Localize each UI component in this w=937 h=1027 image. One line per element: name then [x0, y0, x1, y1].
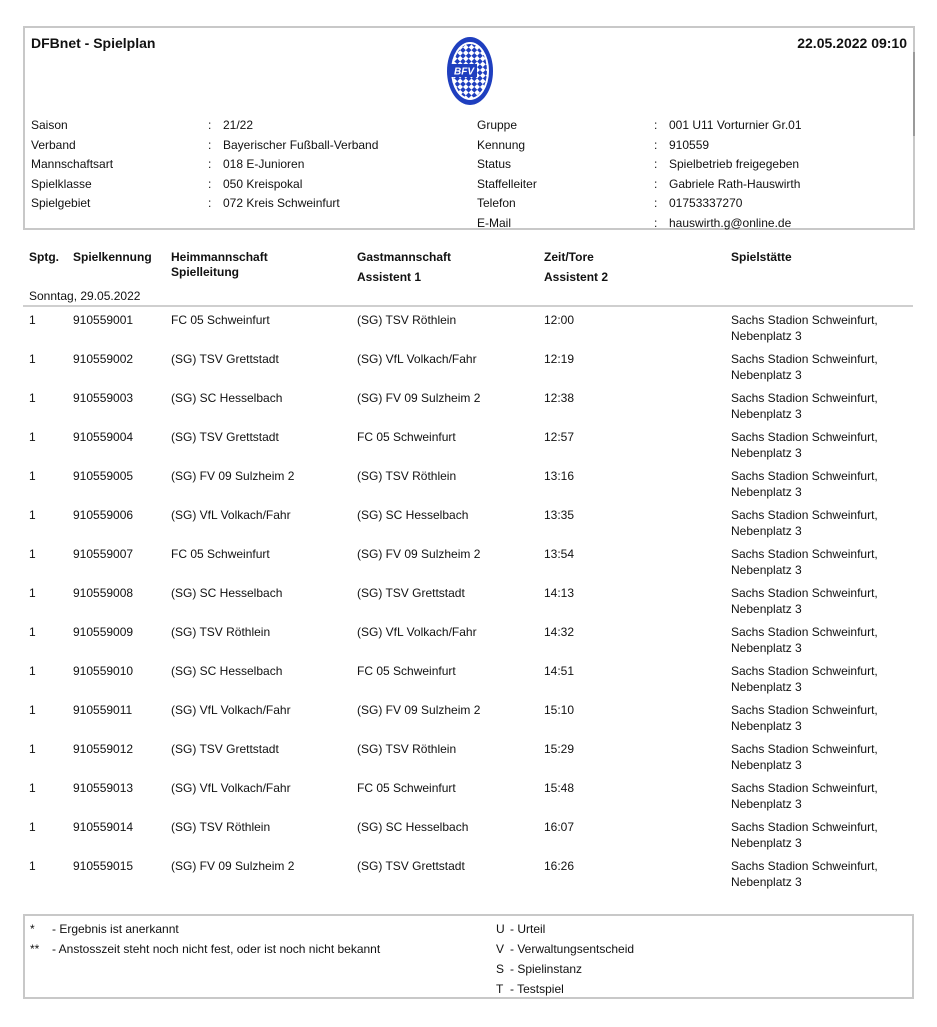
- match-time: 15:48: [544, 781, 575, 795]
- col-header-time-sub: Assistent 2: [544, 270, 609, 284]
- match-guest-team: FC 05 Schweinfurt: [357, 781, 456, 795]
- legend-symbol: U: [496, 922, 505, 936]
- meta-row: [31, 116, 378, 136]
- match-venue-line2: Nebenplatz 3: [731, 757, 802, 772]
- meta-row: [477, 214, 802, 234]
- match-venue: [731, 625, 921, 656]
- match-guest-team: (SG) FV 09 Sulzheim 2: [357, 703, 481, 717]
- match-venue: [731, 820, 921, 851]
- match-guest-team: FC 05 Schweinfurt: [357, 664, 456, 678]
- col-header-guest: Gastmannschaft: [357, 250, 452, 264]
- meta-value: 910559: [669, 137, 710, 152]
- col-header-home-sub: Spielleitung: [171, 265, 240, 279]
- match-guest-team: (SG) FV 09 Sulzheim 2: [357, 391, 481, 405]
- col-header-sptg: Sptg.: [29, 250, 59, 264]
- match-sptg: 1: [29, 352, 36, 366]
- match-home-team: (SG) FV 09 Sulzheim 2: [171, 469, 295, 483]
- match-guest-team: (SG) TSV Röthlein: [357, 469, 457, 483]
- meta-row: [477, 175, 802, 195]
- match-home-team: (SG) FV 09 Sulzheim 2: [171, 859, 295, 873]
- meta-value: 21/22: [223, 118, 254, 132]
- header-edge: [913, 52, 915, 136]
- legend-symbol: S: [496, 962, 505, 976]
- match-home-team: (SG) VfL Volkach/Fahr: [171, 508, 291, 522]
- match-time: 15:29: [544, 742, 575, 756]
- match-venue-line1: Sachs Stadion Schweinfurt,: [731, 547, 878, 561]
- match-list: [0, 313, 937, 898]
- match-sptg: 1: [29, 625, 36, 639]
- match-id: 910559004: [73, 430, 134, 444]
- col-header-kennung: Spielkennung: [73, 250, 152, 264]
- match-sptg: 1: [29, 508, 36, 522]
- match-venue-line2: Nebenplatz 3: [731, 718, 802, 733]
- match-time: 14:13: [544, 586, 575, 600]
- match-home-team: (SG) TSV Röthlein: [171, 820, 271, 834]
- meta-key: Mannschaftsart: [31, 157, 114, 171]
- legend-box: [23, 914, 914, 999]
- match-venue-line1: Sachs Stadion Schweinfurt,: [731, 313, 878, 327]
- match-home-team: FC 05 Schweinfurt: [171, 547, 270, 561]
- match-venue: [731, 586, 921, 617]
- match-id: 910559013: [73, 781, 134, 795]
- match-id: 910559015: [73, 859, 134, 873]
- legend-text: - Ergebnis ist anerkannt: [52, 922, 179, 936]
- legend-symbol: *: [30, 922, 35, 936]
- meta-value: 01753337270: [669, 196, 743, 210]
- meta-key: Telefon: [477, 196, 516, 210]
- match-guest-team: (SG) SC Hesselbach: [357, 820, 469, 834]
- match-venue-line1: Sachs Stadion Schweinfurt,: [731, 430, 878, 444]
- table-row: [0, 664, 937, 703]
- match-guest-team: (SG) SC Hesselbach: [357, 508, 469, 522]
- match-venue: [731, 391, 921, 422]
- logo-text: BFV: [454, 66, 474, 78]
- legend-text: - Spielinstanz: [510, 962, 583, 976]
- meta-key: Spielklasse: [31, 176, 92, 191]
- match-id: 910559006: [73, 508, 134, 522]
- table-row: [0, 508, 937, 547]
- match-venue-line1: Sachs Stadion Schweinfurt,: [731, 625, 878, 639]
- legend-symbol: T: [496, 982, 504, 996]
- match-venue: [731, 703, 921, 734]
- match-venue-line2: Nebenplatz 3: [731, 601, 802, 616]
- match-venue-line1: Sachs Stadion Schweinfurt,: [731, 859, 878, 873]
- match-venue-line1: Sachs Stadion Schweinfurt,: [731, 586, 878, 600]
- match-venue-line2: Nebenplatz 3: [731, 562, 802, 577]
- match-venue: [731, 352, 921, 383]
- match-sptg: 1: [29, 469, 36, 483]
- match-id: 910559010: [73, 664, 134, 678]
- match-sptg: 1: [29, 547, 36, 561]
- match-venue: [731, 430, 921, 461]
- match-venue: [731, 469, 921, 500]
- meta-key: Kennung: [477, 137, 526, 152]
- header-box: [23, 26, 915, 230]
- meta-separator: :: [654, 196, 658, 210]
- meta-key: Status: [477, 157, 512, 171]
- table-row: [0, 703, 937, 742]
- match-venue-line1: Sachs Stadion Schweinfurt,: [731, 391, 878, 405]
- match-venue-line2: Nebenplatz 3: [731, 874, 802, 889]
- meta-value: 072 Kreis Schweinfurt: [223, 196, 340, 210]
- meta-row: [31, 194, 378, 214]
- match-sptg: 1: [29, 703, 36, 717]
- match-venue-line1: Sachs Stadion Schweinfurt,: [731, 781, 878, 795]
- match-venue: [731, 742, 921, 773]
- table-row: [0, 781, 937, 820]
- meta-key: Saison: [31, 118, 68, 132]
- meta-separator: :: [654, 118, 658, 132]
- match-id: 910559011: [73, 703, 133, 717]
- meta-key: Staffelleiter: [477, 176, 537, 191]
- match-venue: [731, 313, 921, 344]
- match-home-team: (SG) SC Hesselbach: [171, 586, 283, 600]
- table-row: [0, 547, 937, 586]
- match-venue-line2: Nebenplatz 3: [731, 679, 802, 694]
- meta-value: 050 Kreispokal: [223, 176, 303, 191]
- col-header-home: Heimmannschaft: [171, 250, 268, 264]
- match-sptg: 1: [29, 586, 36, 600]
- match-venue-line2: Nebenplatz 3: [731, 796, 802, 811]
- match-id: 910559003: [73, 391, 134, 405]
- match-venue-line2: Nebenplatz 3: [731, 640, 802, 655]
- match-venue-line2: Nebenplatz 3: [731, 484, 802, 499]
- meta-key: Verband: [31, 137, 76, 152]
- meta-row: [31, 175, 378, 195]
- table-row: [0, 820, 937, 859]
- match-sptg: 1: [29, 391, 36, 405]
- match-time: 16:26: [544, 859, 575, 873]
- match-time: 12:19: [544, 352, 575, 366]
- match-sptg: 1: [29, 430, 36, 444]
- legend-text: - Anstosszeit steht noch nicht fest, oder ist noch nicht bekannt: [52, 942, 381, 956]
- match-home-team: (SG) SC Hesselbach: [171, 664, 283, 678]
- match-venue-line1: Sachs Stadion Schweinfurt,: [731, 664, 878, 678]
- header-divider: [23, 305, 913, 307]
- match-time: 12:00: [544, 313, 575, 327]
- meta-value: Bayerischer Fußball-Verband: [223, 137, 379, 152]
- meta-value: Spielbetrieb freigegeben: [669, 157, 800, 171]
- match-home-team: (SG) VfL Volkach/Fahr: [171, 703, 291, 717]
- meta-row: [31, 155, 378, 175]
- meta-row: [477, 155, 802, 175]
- match-guest-team: (SG) TSV Grettstadt: [357, 859, 465, 873]
- match-id: 910559009: [73, 625, 134, 639]
- match-venue-line2: Nebenplatz 3: [731, 835, 802, 850]
- meta-left: [31, 116, 378, 214]
- table-row: [0, 313, 937, 352]
- match-time: 12:57: [544, 430, 575, 444]
- match-time: 14:32: [544, 625, 575, 639]
- document-datetime: 22.05.2022 09:10: [797, 35, 907, 51]
- match-sptg: 1: [29, 313, 36, 327]
- match-venue-line1: Sachs Stadion Schweinfurt,: [731, 352, 878, 366]
- match-id: 910559001: [73, 313, 134, 327]
- match-venue-line1: Sachs Stadion Schweinfurt,: [731, 703, 878, 717]
- match-time: 13:35: [544, 508, 575, 522]
- match-sptg: 1: [29, 781, 36, 795]
- match-guest-team: (SG) TSV Röthlein: [357, 742, 457, 756]
- meta-separator: :: [654, 137, 658, 152]
- meta-separator: :: [208, 196, 212, 210]
- table-row: [0, 742, 937, 781]
- match-venue-line2: Nebenplatz 3: [731, 445, 802, 460]
- match-venue: [731, 547, 921, 578]
- bfv-logo: [446, 36, 494, 106]
- meta-separator: :: [208, 137, 212, 152]
- match-time: 13:54: [544, 547, 575, 561]
- match-home-team: (SG) TSV Röthlein: [171, 625, 271, 639]
- match-venue-line1: Sachs Stadion Schweinfurt,: [731, 508, 878, 522]
- meta-value: 018 E-Junioren: [223, 157, 305, 171]
- meta-separator: :: [654, 176, 658, 191]
- meta-value: 001 U11 Vorturnier Gr.01: [669, 118, 802, 132]
- day-label: Sonntag, 29.05.2022: [29, 289, 141, 303]
- meta-row: [477, 136, 802, 156]
- match-venue: [731, 781, 921, 812]
- match-guest-team: (SG) FV 09 Sulzheim 2: [357, 547, 481, 561]
- match-home-team: FC 05 Schweinfurt: [171, 313, 270, 327]
- match-venue-line1: Sachs Stadion Schweinfurt,: [731, 742, 878, 756]
- table-row: [0, 469, 937, 508]
- match-venue-line2: Nebenplatz 3: [731, 367, 802, 382]
- match-sptg: 1: [29, 742, 36, 756]
- col-header-venue: Spielstätte: [731, 250, 792, 264]
- col-header-guest-sub: Assistent 1: [357, 270, 422, 284]
- legend-text: - Testspiel: [510, 982, 564, 996]
- legend-symbol: **: [30, 942, 40, 956]
- legend-symbol: V: [496, 942, 505, 956]
- match-time: 16:07: [544, 820, 575, 834]
- legend-text: - Verwaltungsentscheid: [510, 942, 635, 956]
- match-id: 910559014: [73, 820, 134, 834]
- col-header-time: Zeit/Tore: [544, 250, 594, 264]
- match-home-team: (SG) SC Hesselbach: [171, 391, 283, 405]
- meta-separator: :: [208, 118, 212, 132]
- match-guest-team: (SG) VfL Volkach/Fahr: [357, 625, 477, 639]
- table-row: [0, 352, 937, 391]
- match-guest-team: FC 05 Schweinfurt: [357, 430, 456, 444]
- match-sptg: 1: [29, 820, 36, 834]
- match-venue-line1: Sachs Stadion Schweinfurt,: [731, 469, 878, 483]
- meta-row: [477, 194, 802, 214]
- match-home-team: (SG) TSV Grettstadt: [171, 352, 279, 366]
- meta-separator: :: [654, 215, 658, 230]
- table-row: [0, 586, 937, 625]
- match-guest-team: (SG) VfL Volkach/Fahr: [357, 352, 477, 366]
- match-id: 910559012: [73, 742, 134, 756]
- table-row: [0, 859, 937, 898]
- match-venue-line2: Nebenplatz 3: [731, 406, 802, 421]
- meta-key: Gruppe: [477, 118, 518, 132]
- match-venue: [731, 664, 921, 695]
- match-venue-line2: Nebenplatz 3: [731, 328, 802, 343]
- match-guest-team: (SG) TSV Röthlein: [357, 313, 457, 327]
- meta-separator: :: [208, 157, 212, 171]
- document-title: DFBnet - Spielplan: [31, 35, 156, 51]
- table-row: [0, 430, 937, 469]
- meta-separator: :: [654, 157, 658, 171]
- meta-separator: :: [208, 176, 212, 191]
- match-home-team: (SG) TSV Grettstadt: [171, 430, 279, 444]
- match-home-team: (SG) VfL Volkach/Fahr: [171, 781, 291, 795]
- match-venue-line1: Sachs Stadion Schweinfurt,: [731, 820, 878, 834]
- meta-value: hauswirth.g@online.de: [669, 215, 792, 230]
- meta-key: E-Mail: [477, 215, 512, 230]
- match-id: 910559007: [73, 547, 134, 561]
- match-time: 14:51: [544, 664, 575, 678]
- match-id: 910559008: [73, 586, 134, 600]
- meta-right: [477, 116, 802, 233]
- match-time: 12:38: [544, 391, 575, 405]
- match-sptg: 1: [29, 664, 36, 678]
- meta-value: Gabriele Rath-Hauswirth: [669, 176, 801, 191]
- table-row: [0, 625, 937, 664]
- match-venue-line2: Nebenplatz 3: [731, 523, 802, 538]
- match-venue: [731, 508, 921, 539]
- legend-text: - Urteil: [510, 922, 546, 936]
- meta-row: [477, 116, 802, 136]
- match-id: 910559002: [73, 352, 134, 366]
- match-time: 15:10: [544, 703, 575, 717]
- match-home-team: (SG) TSV Grettstadt: [171, 742, 279, 756]
- match-id: 910559005: [73, 469, 134, 483]
- table-row: [0, 391, 937, 430]
- match-guest-team: (SG) TSV Grettstadt: [357, 586, 465, 600]
- meta-row: [31, 136, 378, 156]
- match-time: 13:16: [544, 469, 575, 483]
- match-venue: [731, 859, 921, 890]
- match-sptg: 1: [29, 859, 36, 873]
- meta-key: Spielgebiet: [31, 196, 91, 210]
